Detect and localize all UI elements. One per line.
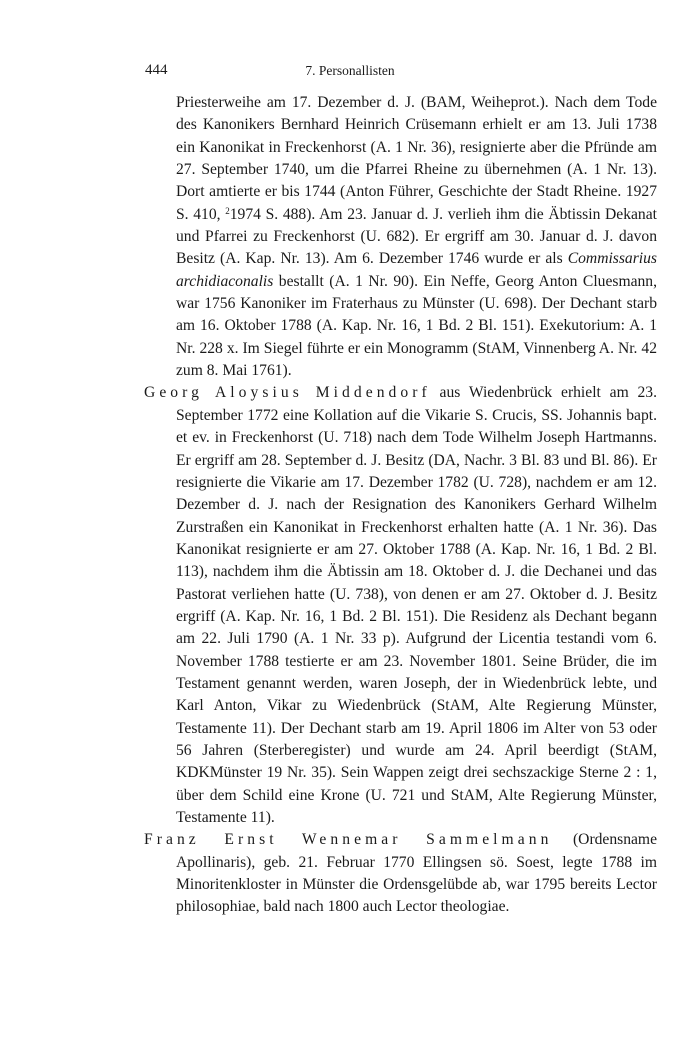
text-segment: 1974 S. 488). Am 23. Januar d. J. verlieh ihm die Äbtissin Dekanat und Pfarrei zu Freckenhorst (U. 682). Er ergriff am 30. Januar d. J. davon Besitz (A. Kap. Nr. 13). Am 6. Dezember 1746 wurde er als: [176, 205, 657, 268]
entry-continuation: [144, 92, 657, 382]
text-segment: aus Wiedenbrück erhielt am 23. September 1772 eine Kollation auf die Vikarie S. Crucis, SS. Johannis bapt. et ev. in Freckenhorst (U. 718) nach dem Tode Wilhelm Joseph Hartmanns. Er ergriff am 28. September d. J. Besitz (DA, Nachr. 3 Bl. 83 und Bl. 86). Er resignierte die Vikarie am 17. Dezember 1782 (U. 728), nachdem er am 12. Dezember d. J. nach der Resignation des Kanonikers Gerhard Wilhelm Zurstraßen ein Kanonikat in Freckenhorst erhalten hatte (A. 1 Nr. 36). Das Kanonikat resignierte er am 27. Oktober 1788 (A. Kap. Nr. 16, 1 Bd. 2 Bl. 113), nachdem ihm die Äbtissin am 18. Oktober d. J. die Dechanei und das Pastorat verliehen hatte (U. 738), von denen er am 27. Oktober d. J. Besitz ergriff (A. Kap. Nr. 16, 1 Bd. 2 Bl. 151). Die Residenz als Dechant begann am 22. Juli 1790 (A. 1 Nr. 33 p). Aufgrund der Licentia testandi vom 6. November 1788 testierte er am 23. November 1801. Seine Brüder, die im Testament genannt werden, waren Joseph, der in Wiedenbrück lebte, und Karl Anton, Vikar zu Wiedenbrück (StAM, Alte Regierung Münster, Testamente 11). Der Dechant starb am 19. April 1806 im Alter von 53 oder 56 Jahren (Sterberegister) und wurde am 24. April beerdigt (StAM, KDKMünster 19 Nr. 35). Sein Wappen zeigt drei sechszackige Sterne 2 : 1, über dem Schild eine Krone (U. 721 und StAM, Alte Regierung Münster, Testamente 11).: [176, 384, 657, 826]
person-name: Georg Aloysius Middendorf: [144, 384, 431, 402]
body-text: [144, 92, 657, 919]
text-segment: bestallt (A. 1 Nr. 90). Ein Neffe, Georg Anton Cluesmann, war 1756 Kanoniker im Fraterhaus zu Münster (U. 698). Der Dechant starb am 16. Oktober 1788 (A. Kap. Nr. 16, 1 Bd. 2 Bl. 151). Exekutorium: A. 1 Nr. 228 x. Im Siegel führte er ein Monogramm (StAM, Vinnenberg A. Nr. 42 zum 8. Mai 1761).: [176, 272, 657, 380]
page-number: 444: [145, 62, 168, 78]
biographical-entry: [144, 382, 657, 829]
text-segment: (Ordensname Apollinaris), geb. 21. Februar 1770 Ellingsen sö. Soest, legte 1788 im Minoritenkloster in Münster die Ordensgelübde ab, war 1795 bereits Lector philosophiae, bald nach 1800 auch Lector theologiae.: [176, 831, 657, 916]
running-title: 7. Personallisten: [305, 63, 395, 78]
italic-term: Commissarius archidiaconalis: [176, 250, 657, 290]
person-name: Franz Ernst Wennemar Sammelmann: [144, 831, 553, 849]
edition-superscript: 2: [225, 205, 230, 216]
biographical-entry: [144, 829, 657, 918]
text-segment: Priesterweihe am 17. Dezember d. J. (BAM, Weiheprot.). Nach dem Tode des Kanonikers Bernhard Heinrich Crüsemann erhielt er am 13. Juli 1738 ein Kanonikat in Freckenhorst (A. 1 Nr. 36), resignierte aber die Pfründe am 27. September 1740, um die Pfarrei Rheine zu übernehmen (A. 1 Nr. 13). Dort amtierte er bis 1744 (Anton Führer, Geschichte der Stadt Rheine. 1927 S. 410,: [176, 94, 657, 223]
